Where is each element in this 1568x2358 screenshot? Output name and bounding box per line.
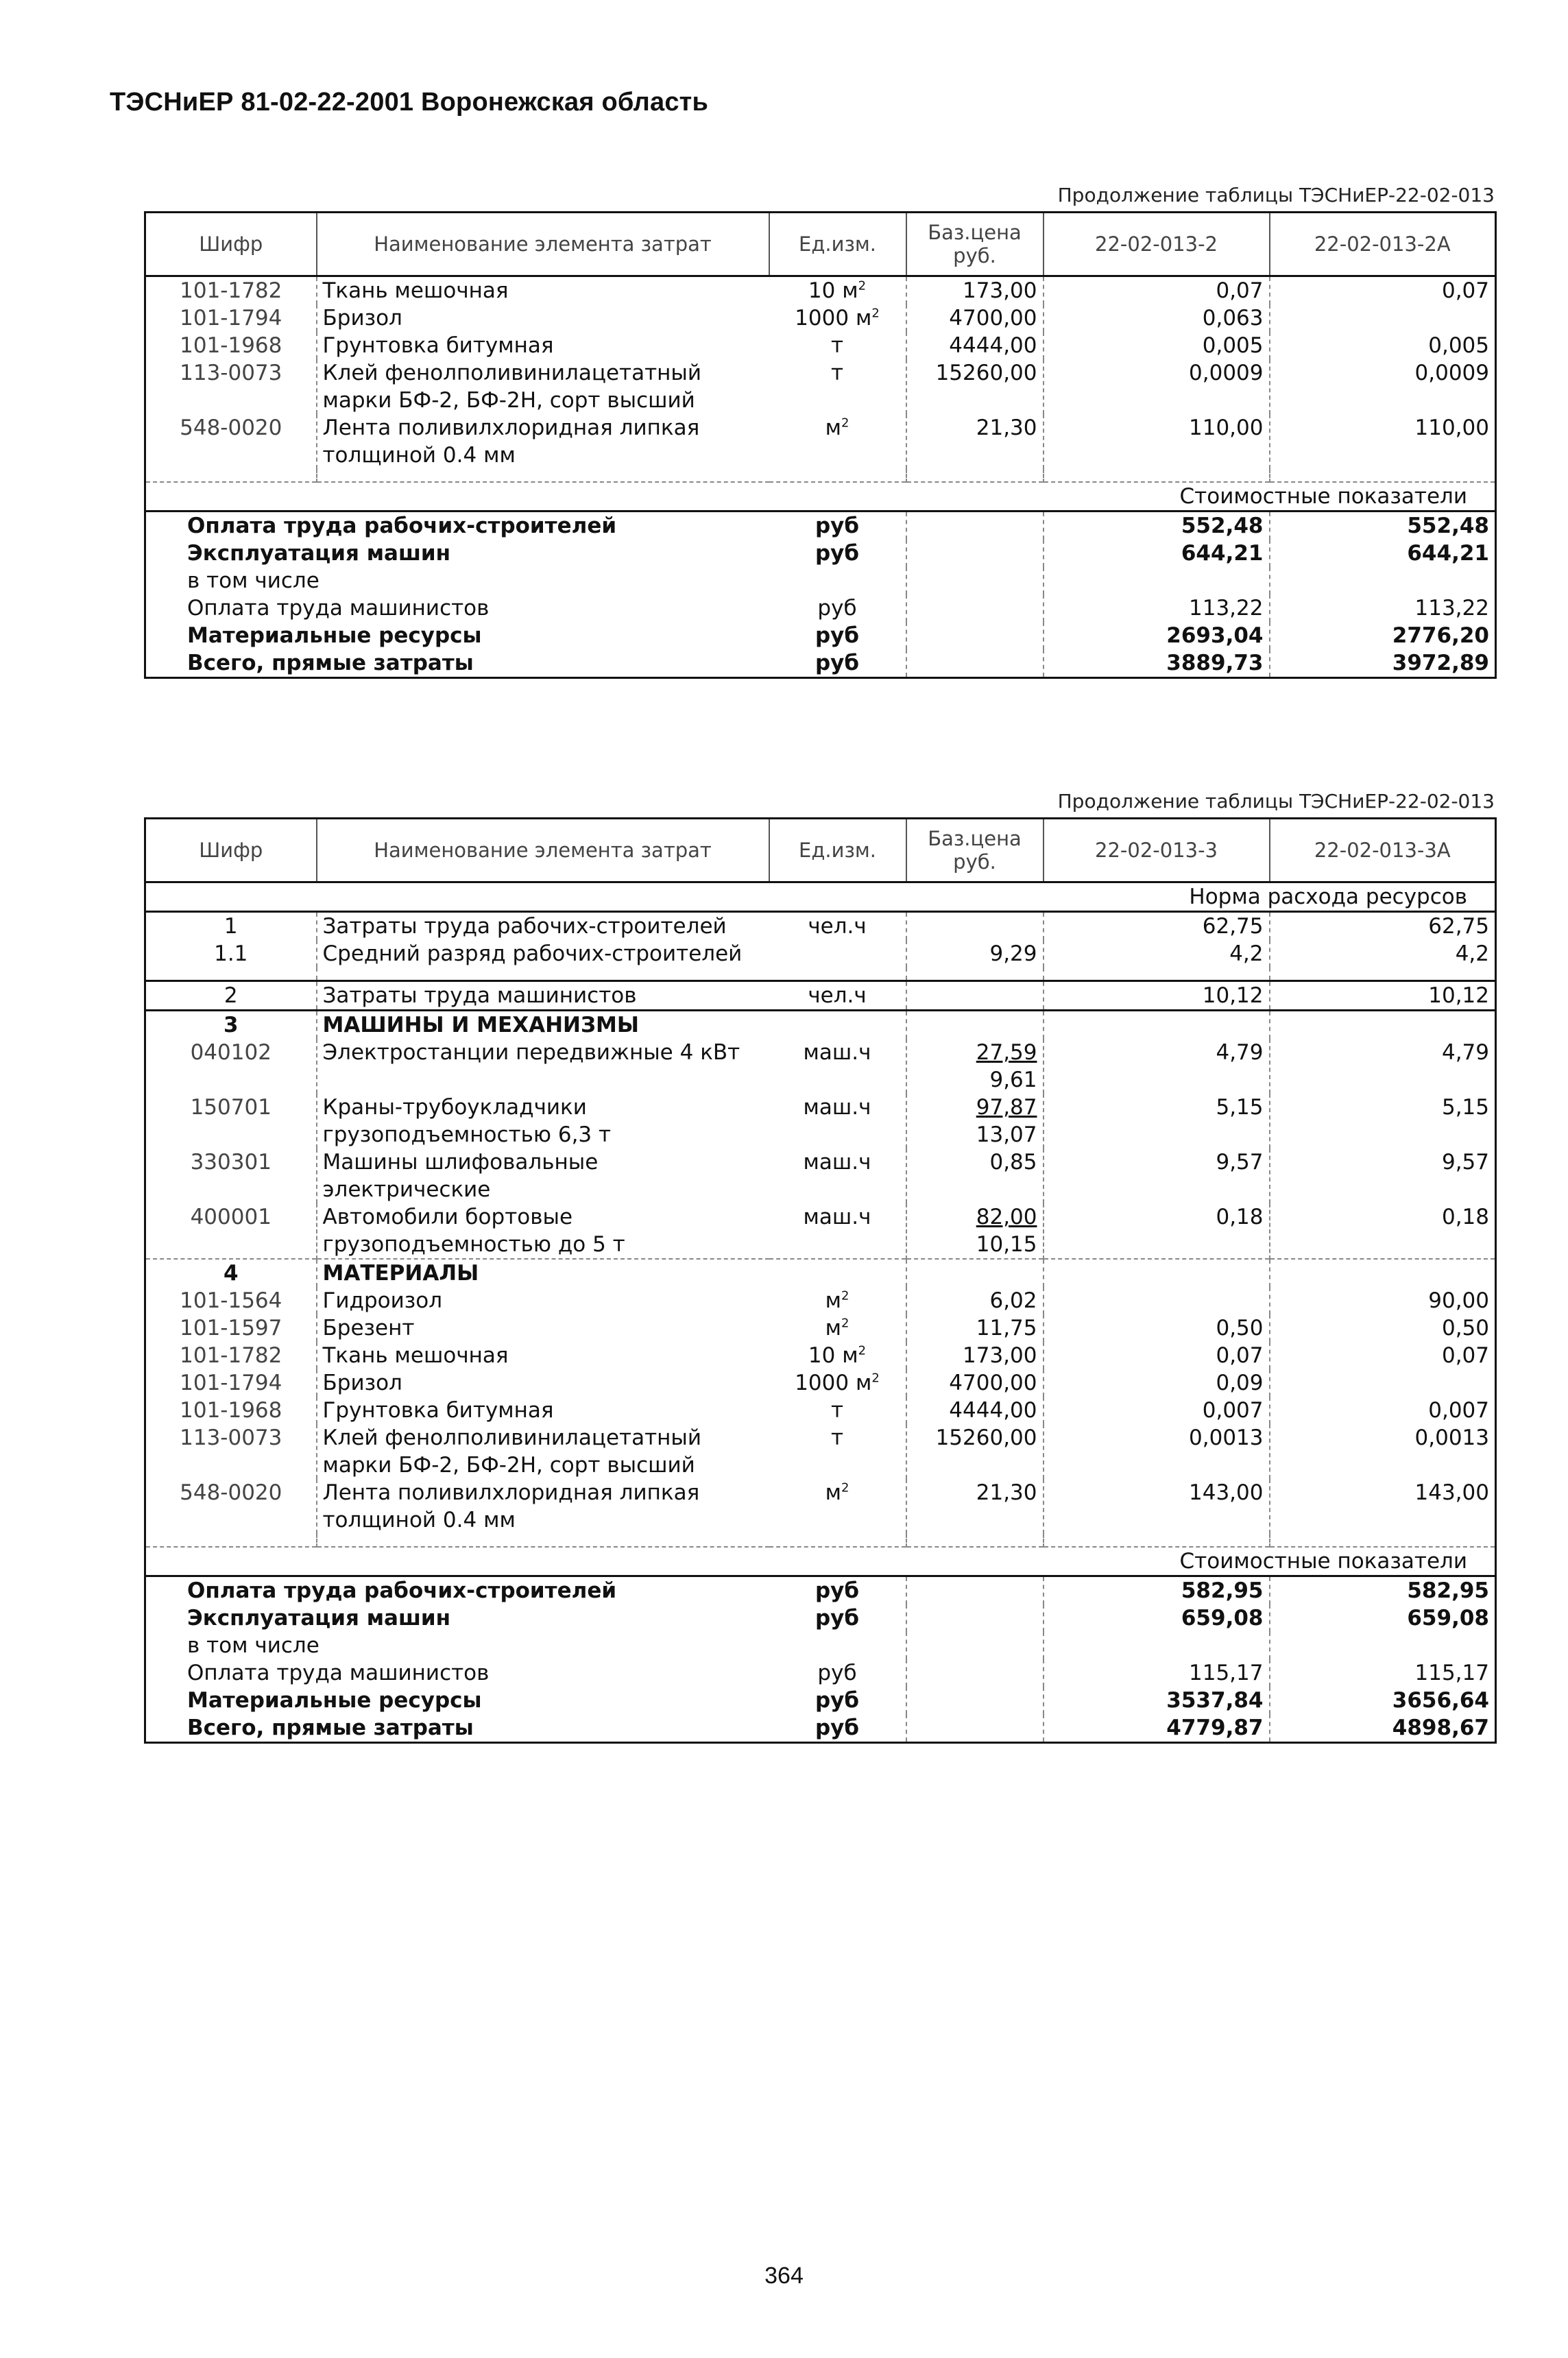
cost-value-1: 113,22	[1044, 594, 1270, 622]
spacer-cell	[1044, 1534, 1270, 1547]
cost-unit: руб	[769, 1714, 906, 1743]
cost-price-empty	[906, 1714, 1044, 1743]
cost-row	[145, 1604, 1496, 1632]
base-price: 9,29	[906, 940, 1044, 967]
unit-text: 1000 м	[795, 306, 872, 330]
norm-value-2: 0,07	[1441, 278, 1489, 303]
col-header-price: Баз.цена руб.	[906, 819, 1044, 882]
table1	[144, 211, 1497, 679]
price-total: 27,59	[976, 1040, 1037, 1065]
cost-row	[145, 1714, 1496, 1743]
unit-text: м	[825, 1316, 841, 1340]
cost-value-1: 659,08	[1044, 1604, 1270, 1632]
unit-cell: маш.ч	[769, 1203, 906, 1259]
spacer-cell	[769, 1011, 906, 1039]
cost-value-2: 3972,89	[1392, 651, 1489, 675]
table2-header-row	[145, 819, 1496, 882]
cost-unit: руб	[769, 1576, 906, 1605]
table2	[144, 817, 1497, 1744]
cost-name: в том числе	[187, 568, 319, 593]
cost-unit: руб	[769, 512, 906, 540]
unit-cell	[769, 1479, 906, 1534]
cost-price-empty	[906, 1604, 1044, 1632]
resource-name: Электростанции передвижные 4 кВт	[317, 1039, 769, 1094]
unit-cell	[769, 1314, 906, 1342]
base-price: 173,00	[906, 1342, 1044, 1369]
col-header-norm-1: 22-02-013-3	[1044, 819, 1270, 882]
unit-cell	[769, 1397, 906, 1424]
cost-row	[145, 649, 1496, 678]
resource-name: Машины шлифовальные электрические	[317, 1148, 769, 1203]
page-number: 364	[764, 2263, 804, 2289]
table-row	[145, 1342, 1496, 1369]
cost-price-empty	[906, 1576, 1044, 1605]
resource-name: Клей фенолполивинилацетатный марки БФ-2, БФ-2Н, сорт высший	[317, 359, 769, 414]
cost-name: Эксплуатация машин	[187, 1606, 451, 1631]
unit-text: 10 м	[808, 278, 858, 303]
norm-value-1: 4,2	[1044, 940, 1270, 967]
cost-price-empty	[906, 649, 1044, 678]
base-price: 173,00	[906, 276, 1044, 305]
unit-cell	[769, 332, 906, 359]
page-title: ТЭСНиЕР 81-02-22-2001 Воронежская область	[110, 88, 709, 117]
price-labor: 10,15	[976, 1232, 1037, 1257]
resource-code: 040102	[190, 1040, 272, 1065]
spacer-cell	[1044, 1011, 1270, 1039]
cost-unit: руб	[769, 594, 906, 622]
base-price: 21,30	[906, 414, 1044, 469]
unit-cell	[769, 1287, 906, 1314]
cost-price-empty	[906, 1687, 1044, 1714]
resource-name: Ткань мешочная	[317, 1342, 769, 1369]
base-price	[906, 1148, 1044, 1203]
norm-value-1: 110,00	[1044, 414, 1270, 469]
labor-row	[145, 912, 1496, 941]
col-header-norm-2: 22-02-013-3А	[1270, 819, 1496, 882]
spacer-cell	[145, 1534, 317, 1547]
machine-row	[145, 1039, 1496, 1094]
spacer-cell	[145, 967, 317, 981]
col-header-code: Шифр	[145, 213, 317, 276]
section-banner: Стоимостные показатели	[145, 482, 1496, 512]
resource-code: 1.1	[214, 941, 248, 966]
norm-value-2: 0,0009	[1414, 361, 1489, 385]
unit-cell: маш.ч	[769, 1148, 906, 1203]
resource-name: Лента поливилхлоридная липкая толщиной 0.4 мм	[317, 1479, 769, 1534]
cost-row	[145, 512, 1496, 540]
resource-name: Автомобили бортовые грузоподъемностью до 5 т	[317, 1203, 769, 1259]
resource-code: 113-0073	[180, 1425, 282, 1450]
unit-cell	[769, 1424, 906, 1479]
cost-unit: руб	[769, 622, 906, 649]
norm-value-2: 0,07	[1441, 1343, 1489, 1368]
cost-value-2: 2776,20	[1392, 623, 1489, 648]
spacer-cell	[906, 469, 1044, 482]
col-header-unit: Ед.изм.	[769, 819, 906, 882]
base-price	[906, 1039, 1044, 1094]
cost-value-1: 582,95	[1044, 1576, 1270, 1605]
spacer-row	[145, 469, 1496, 482]
norm-value-2: 0,18	[1441, 1205, 1489, 1229]
spacer-cell	[769, 469, 906, 482]
resource-name: Краны-трубоукладчики грузоподъемностью 6,3 т	[317, 1094, 769, 1148]
norm-value-2: 4,79	[1441, 1040, 1489, 1065]
table-row	[145, 414, 1496, 469]
unit-cell	[769, 276, 906, 305]
spacer-row	[145, 967, 1496, 981]
norm-value-1: 0,07	[1044, 1342, 1270, 1369]
base-price: 21,30	[906, 1479, 1044, 1534]
resource-name: Бризол	[317, 1369, 769, 1397]
norm-value-1: 10,12	[1044, 981, 1270, 1011]
unit-text: м	[825, 1288, 841, 1313]
cost-unit: руб	[769, 1687, 906, 1714]
cost-value-1: 644,21	[1044, 540, 1270, 567]
cost-unit: руб	[769, 540, 906, 567]
cost-row	[145, 1687, 1496, 1714]
cost-unit	[769, 1632, 906, 1659]
base-price	[906, 981, 1044, 1011]
unit-cell	[769, 1342, 906, 1369]
price-total: 82,00	[976, 1205, 1037, 1229]
table2-continuation-note: Продолжение таблицы ТЭСНиЕР-22-02-013	[1057, 790, 1495, 813]
norm-value-1: 0,063	[1044, 304, 1270, 332]
resource-name: Гидроизол	[317, 1287, 769, 1314]
cost-name: Материальные ресурсы	[187, 623, 482, 648]
spacer-cell	[317, 1534, 769, 1547]
norm-value-2: 110,00	[1414, 416, 1489, 440]
unit-cell: маш.ч	[769, 1039, 906, 1094]
section-banner-row	[145, 482, 1496, 512]
section-number: 3	[145, 1011, 317, 1039]
spacer-cell	[906, 1259, 1044, 1287]
base-price	[906, 912, 1044, 941]
cost-value-1: 2693,04	[1044, 622, 1270, 649]
cost-row	[145, 567, 1496, 594]
norm-value-2: 62,75	[1428, 914, 1489, 939]
col-header-name: Наименование элемента затрат	[317, 819, 769, 882]
price-total: 0,85	[989, 1150, 1037, 1175]
norm-value-2: 0,007	[1428, 1398, 1489, 1423]
resource-name: Ткань мешочная	[317, 276, 769, 305]
norm-value-1: 0,50	[1044, 1314, 1270, 1342]
base-price: 4444,00	[906, 332, 1044, 359]
table-row	[145, 276, 1496, 305]
spacer-cell	[145, 469, 317, 482]
cost-row	[145, 1659, 1496, 1687]
resource-code: 548-0020	[180, 416, 282, 440]
price-labor: 9,61	[989, 1068, 1037, 1092]
cost-row	[145, 1576, 1496, 1605]
norm-value-1: 0,0009	[1044, 359, 1270, 414]
spacer-cell	[906, 1534, 1044, 1547]
base-price: 6,02	[906, 1287, 1044, 1314]
norm-value-1	[1044, 1287, 1270, 1314]
norm-value-2: 9,57	[1441, 1150, 1489, 1175]
price-total: 97,87	[976, 1095, 1037, 1120]
section-banner-row	[145, 1547, 1496, 1576]
cost-name: Всего, прямые затраты	[187, 1716, 474, 1740]
base-price: 15260,00	[906, 359, 1044, 414]
resource-code: 101-1597	[180, 1316, 282, 1340]
norm-value-2: 4,2	[1455, 941, 1489, 966]
col-header-price: Баз.цена руб.	[906, 213, 1044, 276]
cost-unit: руб	[769, 649, 906, 678]
unit-superscript: 2	[858, 1343, 867, 1358]
spacer-cell	[1270, 967, 1496, 981]
cost-price-empty	[906, 1632, 1044, 1659]
cost-value-2: 659,08	[1407, 1606, 1489, 1631]
cost-name: Оплата труда рабочих-строителей	[187, 1578, 617, 1603]
unit-superscript: 2	[841, 1480, 849, 1495]
section-banner: Норма расхода ресурсов	[145, 882, 1496, 912]
resource-name: Брезент	[317, 1314, 769, 1342]
cost-unit: руб	[769, 1659, 906, 1687]
resource-code: 113-0073	[180, 361, 282, 385]
unit-text: т	[830, 1425, 844, 1450]
spacer-cell	[1270, 1534, 1496, 1547]
resource-code: 150701	[190, 1095, 272, 1120]
spacer-cell	[1044, 469, 1270, 482]
resource-name: Грунтовка битумная	[317, 332, 769, 359]
unit-cell	[769, 1369, 906, 1397]
unit-text: 1000 м	[795, 1371, 872, 1395]
section-title: МАШИНЫ И МЕХАНИЗМЫ	[317, 1011, 769, 1039]
resource-code: 548-0020	[180, 1480, 282, 1505]
cost-value-1: 3889,73	[1044, 649, 1270, 678]
base-price: 4444,00	[906, 1397, 1044, 1424]
resource-code: 101-1564	[180, 1288, 282, 1313]
machine-row	[145, 1148, 1496, 1203]
cost-value-1: 4779,87	[1044, 1714, 1270, 1743]
machine-row	[145, 1094, 1496, 1148]
cost-name: Оплата труда рабочих-строителей	[187, 514, 617, 538]
unit-cell: чел.ч	[769, 912, 906, 941]
col-header-norm-1: 22-02-013-2	[1044, 213, 1270, 276]
labor-row	[145, 940, 1496, 967]
norm-value-1: 0,007	[1044, 1397, 1270, 1424]
spacer-cell	[1270, 1011, 1496, 1039]
unit-text: т	[830, 1398, 844, 1423]
resource-code: 1	[224, 914, 238, 939]
col-header-code: Шифр	[145, 819, 317, 882]
spacer-cell	[906, 1011, 1044, 1039]
norm-value-1: 9,57	[1044, 1148, 1270, 1203]
section-heading-row	[145, 1259, 1496, 1287]
resource-code: 2	[145, 981, 317, 1011]
resource-code: 101-1794	[180, 306, 282, 330]
unit-text: 10 м	[808, 1343, 858, 1368]
cost-name: Оплата труда машинистов	[187, 1661, 490, 1685]
norm-value-2	[1270, 1369, 1496, 1397]
spacer-row	[145, 1534, 1496, 1547]
cost-name: Эксплуатация машин	[187, 541, 451, 566]
unit-text: м	[825, 416, 841, 440]
norm-value-2: 10,12	[1270, 981, 1496, 1011]
cost-value-1: 115,17	[1044, 1659, 1270, 1687]
col-header-unit: Ед.изм.	[769, 213, 906, 276]
base-price	[906, 1094, 1044, 1148]
norm-value-2	[1270, 304, 1496, 332]
norm-value-2: 90,00	[1428, 1288, 1489, 1313]
section-banner: Стоимостные показатели	[145, 1547, 1496, 1576]
spacer-cell	[1270, 1259, 1496, 1287]
section-number: 4	[145, 1259, 317, 1287]
resource-name: Затраты труда рабочих-строителей	[317, 912, 769, 941]
cost-row	[145, 540, 1496, 567]
unit-superscript: 2	[871, 306, 880, 321]
unit-superscript: 2	[841, 416, 849, 431]
spacer-cell	[769, 1534, 906, 1547]
cost-value-1: 552,48	[1044, 512, 1270, 540]
section-title: МАТЕРИАЛЫ	[317, 1259, 769, 1287]
cost-value-2: 552,48	[1407, 514, 1489, 538]
resource-code: 101-1782	[180, 278, 282, 303]
col-header-norm-2: 22-02-013-2А	[1270, 213, 1496, 276]
unit-cell	[769, 359, 906, 414]
resource-code: 101-1782	[180, 1343, 282, 1368]
cost-value-1	[1044, 567, 1270, 594]
unit-text: т	[830, 361, 844, 385]
table-row	[145, 1397, 1496, 1424]
unit-superscript: 2	[858, 278, 867, 293]
table-row	[145, 1369, 1496, 1397]
unit-cell	[769, 304, 906, 332]
resource-code: 330301	[190, 1150, 272, 1175]
spacer-cell	[769, 967, 906, 981]
cost-price-empty	[906, 512, 1044, 540]
cost-value-2	[1270, 567, 1496, 594]
norm-value-1: 0,09	[1044, 1369, 1270, 1397]
cost-unit	[769, 567, 906, 594]
cost-price-empty	[906, 622, 1044, 649]
spacer-cell	[317, 967, 769, 981]
unit-superscript: 2	[841, 1288, 849, 1303]
resource-name: Клей фенолполивинилацетатный марки БФ-2, БФ-2Н, сорт высший	[317, 1424, 769, 1479]
norm-value-1: 143,00	[1044, 1479, 1270, 1534]
norm-value-1: 62,75	[1044, 912, 1270, 941]
norm-value-2: 5,15	[1441, 1095, 1489, 1120]
resource-code: 400001	[190, 1205, 272, 1229]
cost-name: в том числе	[187, 1633, 319, 1658]
unit-cell: чел.ч	[769, 981, 906, 1011]
cost-row	[145, 1632, 1496, 1659]
resource-code: 101-1794	[180, 1371, 282, 1395]
resource-code: 101-1968	[180, 1398, 282, 1423]
cost-price-empty	[906, 594, 1044, 622]
resource-code: 101-1968	[180, 333, 282, 358]
cost-value-2: 113,22	[1414, 596, 1489, 621]
spacer-cell	[317, 469, 769, 482]
unit-cell: маш.ч	[769, 1094, 906, 1148]
unit-cell	[769, 940, 906, 967]
norm-value-2: 0,50	[1441, 1316, 1489, 1340]
table-row	[145, 359, 1496, 414]
table-row	[145, 332, 1496, 359]
cost-row	[145, 594, 1496, 622]
norm-value-1: 0,18	[1044, 1203, 1270, 1259]
unit-text: м	[825, 1480, 841, 1505]
base-price	[906, 1203, 1044, 1259]
spacer-cell	[1044, 1259, 1270, 1287]
norm-value-1: 5,15	[1044, 1094, 1270, 1148]
norm-value-2: 143,00	[1414, 1480, 1489, 1505]
cost-value-1	[1044, 1632, 1270, 1659]
cost-value-2: 3656,64	[1392, 1688, 1489, 1713]
price-labor: 13,07	[976, 1122, 1037, 1147]
cost-row	[145, 622, 1496, 649]
table-row	[145, 1314, 1496, 1342]
cost-name: Оплата труда машинистов	[187, 596, 490, 621]
norm-value-1: 4,79	[1044, 1039, 1270, 1094]
norm-value-2: 0,005	[1428, 333, 1489, 358]
spacer-cell	[1044, 967, 1270, 981]
unit-cell	[769, 414, 906, 469]
resource-name: Средний разряд рабочих-строителей	[317, 940, 769, 967]
base-price: 15260,00	[906, 1424, 1044, 1479]
resource-name: Бризол	[317, 304, 769, 332]
table1-header-row	[145, 213, 1496, 276]
unit-text: т	[830, 333, 844, 358]
operators-row	[145, 981, 1496, 1011]
cost-value-2: 644,21	[1407, 541, 1489, 566]
norm-value-1: 0,0013	[1044, 1424, 1270, 1479]
spacer-cell	[906, 967, 1044, 981]
table-row	[145, 1479, 1496, 1534]
cost-price-empty	[906, 540, 1044, 567]
unit-superscript: 2	[871, 1371, 880, 1386]
table1-continuation-note: Продолжение таблицы ТЭСНиЕР-22-02-013	[1057, 184, 1495, 206]
resource-name: Затраты труда машинистов	[317, 981, 769, 1011]
table-row	[145, 1424, 1496, 1479]
base-price: 11,75	[906, 1314, 1044, 1342]
cost-value-2	[1270, 1632, 1496, 1659]
section-heading-row	[145, 1011, 1496, 1039]
cost-value-2: 115,17	[1414, 1661, 1489, 1685]
cost-name: Материальные ресурсы	[187, 1688, 482, 1713]
cost-price-empty	[906, 1659, 1044, 1687]
norm-value-1: 0,005	[1044, 332, 1270, 359]
spacer-cell	[769, 1259, 906, 1287]
spacer-cell	[1270, 469, 1496, 482]
resource-name: Лента поливилхлоридная липкая толщиной 0.4 мм	[317, 414, 769, 469]
base-price: 4700,00	[906, 304, 1044, 332]
cost-value-1: 3537,84	[1044, 1687, 1270, 1714]
cost-value-2: 4898,67	[1392, 1716, 1489, 1740]
norm-value-1: 0,07	[1044, 276, 1270, 305]
machine-row	[145, 1203, 1496, 1259]
cost-price-empty	[906, 567, 1044, 594]
cost-name: Всего, прямые затраты	[187, 651, 474, 675]
norm-value-2: 0,0013	[1414, 1425, 1489, 1450]
cost-value-2: 582,95	[1407, 1578, 1489, 1603]
resource-name: Грунтовка битумная	[317, 1397, 769, 1424]
table-row	[145, 1287, 1496, 1314]
col-header-name: Наименование элемента затрат	[317, 213, 769, 276]
cost-unit: руб	[769, 1604, 906, 1632]
base-price: 4700,00	[906, 1369, 1044, 1397]
table-row	[145, 304, 1496, 332]
unit-superscript: 2	[841, 1316, 849, 1331]
section-banner-row	[145, 882, 1496, 912]
